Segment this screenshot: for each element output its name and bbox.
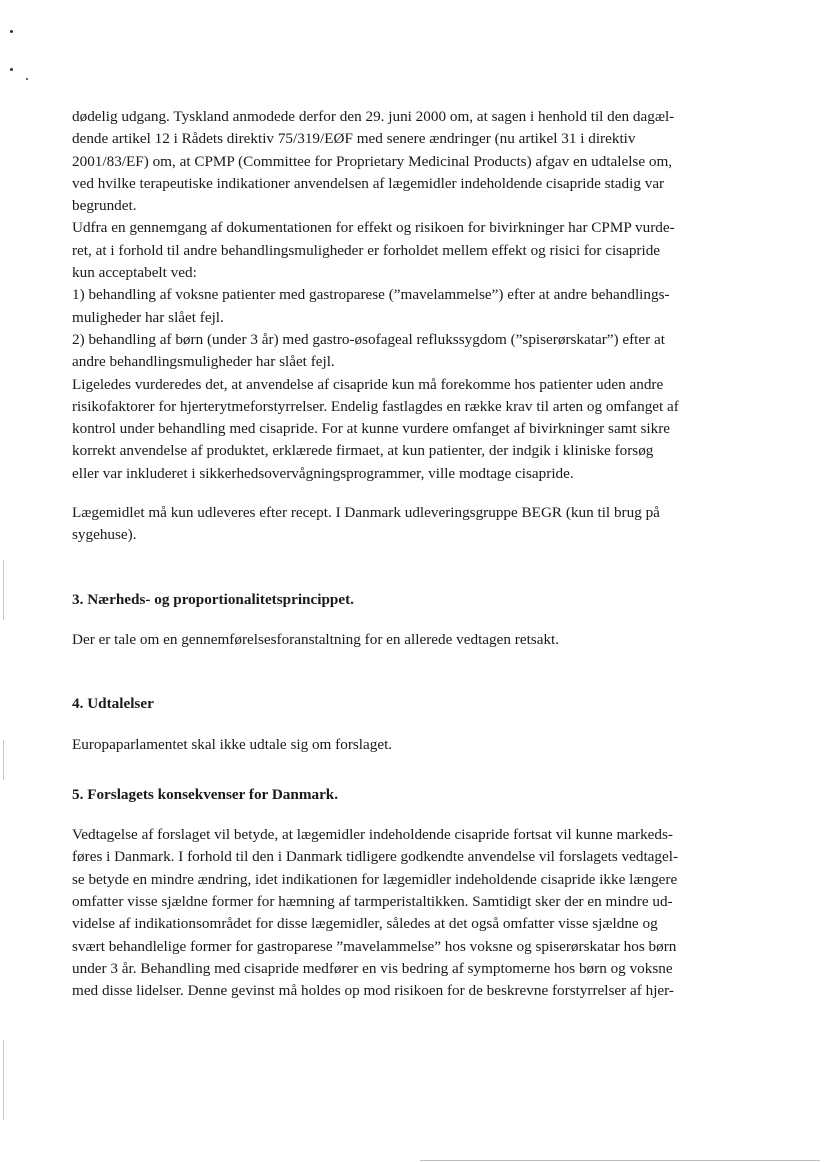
scan-speck	[10, 30, 13, 33]
text-line: begrundet.	[72, 197, 137, 215]
text-line: eller var inkluderet i sikkerhedsovervågningsprogrammer, ville modtage cisapride.	[72, 464, 574, 482]
text-line: Lægemidlet må kun udleveres efter recept. I Danmark udleveringsgruppe BEGR (kun til brug på	[72, 504, 660, 522]
text-line: under 3 år. Behandling med cisapride medfører en vis bedring af symptomerne hos børn og voksne	[72, 959, 673, 977]
text-line: Ligeledes vurderedes det, at anvendelse af cisapride kun må forekomme hos patienter uden andre	[72, 375, 664, 393]
text-line: 1) behandling af voksne patienter med gastroparese (”mavelammelse”) efter at andre behandlings-	[72, 286, 670, 304]
text-line: se betyde en mindre ændring, idet indikationen for lægemidler indeholdende cisapride ikke længere	[72, 870, 678, 888]
scan-edge-line	[3, 1040, 4, 1120]
scan-edge-line	[3, 740, 4, 780]
text-line: svært behandlelige former for gastroparese ”mavelammelse” hos voksne og spiserørskatar hos børn	[72, 937, 677, 955]
text-line: Udfra en gennemgang af dokumentationen for effekt og risikoen for bivirkninger har CPMP vurde-	[72, 219, 675, 237]
text-line: føres i Danmark. I forhold til den i Danmark tidligere godkendte anvendelse vil forslagets vedtagel-	[72, 848, 679, 866]
text-line: med disse lidelser. Denne gevinst må holdes op mod risikoen for de beskrevne forstyrrelser af hjer-	[72, 982, 674, 1000]
text-line: Europaparlamentet skal ikke udtale sig om forslaget.	[72, 735, 393, 753]
text-line: korrekt anvendelse af produktet, erklærede firmaet, at kun patienter, der indgik i kliniske forsøg	[72, 442, 654, 460]
scan-speck	[26, 78, 28, 80]
text-line: dødelig udgang. Tyskland anmodede derfor den 29. juni 2000 om, at sagen i henhold til den dagæl-	[72, 108, 675, 125]
section-heading: 4. Udtalelser	[72, 695, 154, 713]
section-4	[72, 693, 752, 756]
scan-speck	[10, 68, 13, 71]
section-heading: 5. Forslagets konsekvenser for Danmark.	[72, 785, 339, 803]
body-paragraph	[72, 106, 752, 485]
scan-edge-line	[3, 560, 4, 620]
text-line: videlse af indikationsområdet for disse lægemidler, således at det også omfatter visse sjældne og	[72, 915, 658, 933]
body-paragraph	[72, 502, 752, 547]
text-line: muligheder har slået fejl.	[72, 308, 224, 326]
document-page	[72, 106, 752, 1003]
text-line: omfatter visse sjældne former for hæmning af tarmperistaltikken. Samtidigt sker der en mindre ud-	[72, 893, 673, 911]
text-line: risikofaktorer for hjerterytmeforstyrrelser. Endelig fastlagdes en række krav til arten og omfanget af	[72, 397, 679, 415]
text-line: kun acceptabelt ved:	[72, 264, 197, 282]
text-line: dende artikel 12 i Rådets direktiv 75/319/EØF med senere ændringer (nu artikel 31 i direktiv	[72, 130, 636, 148]
scan-edge-line	[420, 1160, 820, 1161]
section-3	[72, 589, 752, 652]
text-line: kontrol under behandling med cisapride. For at kunne vurdere omfanget af bivirkninger samt sikre	[72, 420, 671, 438]
text-line: ret, at i forhold til andre behandlingsmuligheder er forholdet mellem effekt og risici for cisapride	[72, 241, 661, 259]
text-line: 2001/83/EF) om, at CPMP (Committee for Proprietary Medicinal Products) afgav en udtalelse om,	[72, 152, 673, 170]
text-line: Vedtagelse af forslaget vil betyde, at lægemidler indeholdende cisapride fortsat vil kunne markeds-	[72, 826, 673, 844]
text-line: andre behandlingsmuligheder har slået fejl.	[72, 353, 335, 371]
section-heading: 3. Nærheds- og proportionalitetsprincippet.	[72, 590, 354, 608]
text-line: ved hvilke terapeutiske indikationer anvendelsen af lægemidler indeholdende cisapride stadig var	[72, 174, 665, 192]
section-5	[72, 784, 752, 1003]
text-line: Der er tale om en gennemførelsesforanstaltning for en allerede vedtagen retsakt.	[72, 630, 560, 648]
text-line: 2) behandling af børn (under 3 år) med gastro-øsofageal reflukssygdom (”spiserørskatar”) efter at	[72, 330, 665, 348]
text-line: sygehuse).	[72, 526, 137, 544]
